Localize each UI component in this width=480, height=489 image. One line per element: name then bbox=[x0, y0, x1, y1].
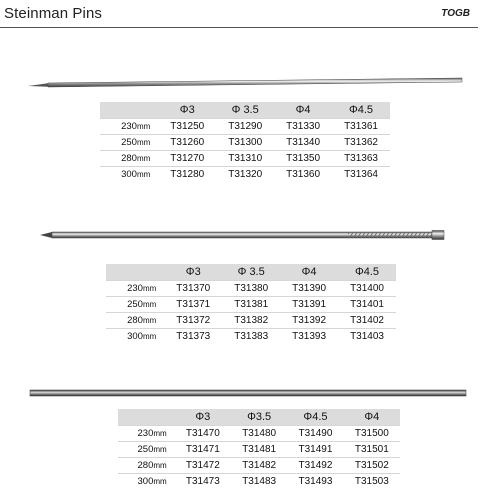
table-header-row bbox=[100, 102, 390, 119]
table-row bbox=[106, 329, 396, 345]
length-cell: 280mm bbox=[106, 313, 164, 329]
column-header: Φ 3.5 bbox=[216, 102, 274, 119]
column-header bbox=[100, 102, 158, 119]
column-header: Φ3 bbox=[164, 264, 222, 281]
code-cell: T31361 bbox=[332, 119, 390, 135]
code-cell: T31490 bbox=[287, 426, 343, 442]
column-header bbox=[106, 264, 164, 281]
table-row bbox=[118, 426, 400, 442]
code-cell: T31373 bbox=[164, 329, 222, 345]
column-header: Φ4 bbox=[344, 409, 400, 426]
table-row bbox=[100, 167, 390, 183]
code-cell: T31470 bbox=[175, 426, 231, 442]
steinman-pin-trocar-image bbox=[26, 76, 466, 92]
length-cell: 230mm bbox=[118, 426, 175, 442]
table-header-row bbox=[118, 409, 400, 426]
column-header: Φ3.5 bbox=[231, 409, 287, 426]
steinman-pin-plain-image bbox=[28, 387, 468, 399]
code-cell: T31300 bbox=[216, 135, 274, 151]
column-header: Φ4 bbox=[280, 264, 338, 281]
code-cell: T31402 bbox=[338, 313, 396, 329]
code-cell: T31320 bbox=[216, 167, 274, 183]
column-header: Φ3 bbox=[175, 409, 231, 426]
code-cell: T31471 bbox=[175, 442, 231, 458]
column-header: Φ4.5 bbox=[338, 264, 396, 281]
length-cell: 230mm bbox=[106, 281, 164, 297]
code-cell: T31383 bbox=[222, 329, 280, 345]
code-cell: T31473 bbox=[175, 474, 231, 489]
length-cell: 250mm bbox=[100, 135, 158, 151]
code-cell: T31491 bbox=[287, 442, 343, 458]
code-cell: T31483 bbox=[231, 474, 287, 489]
code-cell: T31501 bbox=[344, 442, 400, 458]
code-cell: T31492 bbox=[287, 458, 343, 474]
column-header: Φ3 bbox=[158, 102, 216, 119]
length-cell: 230mm bbox=[100, 119, 158, 135]
table-row bbox=[100, 119, 390, 135]
column-header bbox=[118, 409, 175, 426]
code-cell: T31391 bbox=[280, 297, 338, 313]
code-cell: T31381 bbox=[222, 297, 280, 313]
column-header: Φ4.5 bbox=[287, 409, 343, 426]
code-cell: T31482 bbox=[231, 458, 287, 474]
code-cell: T31310 bbox=[216, 151, 274, 167]
length-cell: 280mm bbox=[118, 458, 175, 474]
column-header: Φ 3.5 bbox=[222, 264, 280, 281]
steinman-pin-threaded-image bbox=[38, 225, 448, 245]
code-cell: T31503 bbox=[344, 474, 400, 489]
code-cell: T31401 bbox=[338, 297, 396, 313]
length-cell: 300mm bbox=[106, 329, 164, 345]
length-cell: 300mm bbox=[118, 474, 175, 489]
code-cell: T31390 bbox=[280, 281, 338, 297]
code-cell: T31500 bbox=[344, 426, 400, 442]
length-cell: 280mm bbox=[100, 151, 158, 167]
code-cell: T31270 bbox=[158, 151, 216, 167]
code-cell: T31250 bbox=[158, 119, 216, 135]
code-cell: T31502 bbox=[344, 458, 400, 474]
code-cell: T31350 bbox=[274, 151, 332, 167]
code-cell: T31362 bbox=[332, 135, 390, 151]
code-cell: T31400 bbox=[338, 281, 396, 297]
table-row bbox=[118, 474, 400, 489]
column-header: Φ4.5 bbox=[332, 102, 390, 119]
code-cell: T31493 bbox=[287, 474, 343, 489]
table-row bbox=[106, 297, 396, 313]
code-cell: T31371 bbox=[164, 297, 222, 313]
spec-table-3 bbox=[118, 409, 400, 489]
code-cell: T31360 bbox=[274, 167, 332, 183]
code-cell: T31330 bbox=[274, 119, 332, 135]
length-cell: 250mm bbox=[106, 297, 164, 313]
page-header bbox=[0, 0, 480, 30]
code-cell: T31382 bbox=[222, 313, 280, 329]
code-cell: T31481 bbox=[231, 442, 287, 458]
code-cell: T31370 bbox=[164, 281, 222, 297]
code-cell: T31393 bbox=[280, 329, 338, 345]
code-cell: T31260 bbox=[158, 135, 216, 151]
code-cell: T31380 bbox=[222, 281, 280, 297]
table-row bbox=[100, 151, 390, 167]
table-header-row bbox=[106, 264, 396, 281]
code-cell: T31372 bbox=[164, 313, 222, 329]
code-cell: T31364 bbox=[332, 167, 390, 183]
code-cell: T31340 bbox=[274, 135, 332, 151]
page-title: Steinman Pins bbox=[4, 5, 102, 22]
length-cell: 250mm bbox=[118, 442, 175, 458]
code-cell: T31280 bbox=[158, 167, 216, 183]
column-header: Φ4 bbox=[274, 102, 332, 119]
table-row bbox=[118, 458, 400, 474]
code-cell: T31480 bbox=[231, 426, 287, 442]
table-row bbox=[106, 313, 396, 329]
code-cell: T31472 bbox=[175, 458, 231, 474]
code-cell: T31363 bbox=[332, 151, 390, 167]
spec-table-2 bbox=[106, 264, 396, 344]
table-row bbox=[118, 442, 400, 458]
code-cell: T31392 bbox=[280, 313, 338, 329]
header-divider bbox=[0, 27, 478, 28]
brand-logo: TOGB bbox=[441, 8, 470, 19]
length-cell: 300mm bbox=[100, 167, 158, 183]
table-row bbox=[100, 135, 390, 151]
table-row bbox=[106, 281, 396, 297]
spec-table-1 bbox=[100, 102, 390, 182]
code-cell: T31290 bbox=[216, 119, 274, 135]
code-cell: T31403 bbox=[338, 329, 396, 345]
